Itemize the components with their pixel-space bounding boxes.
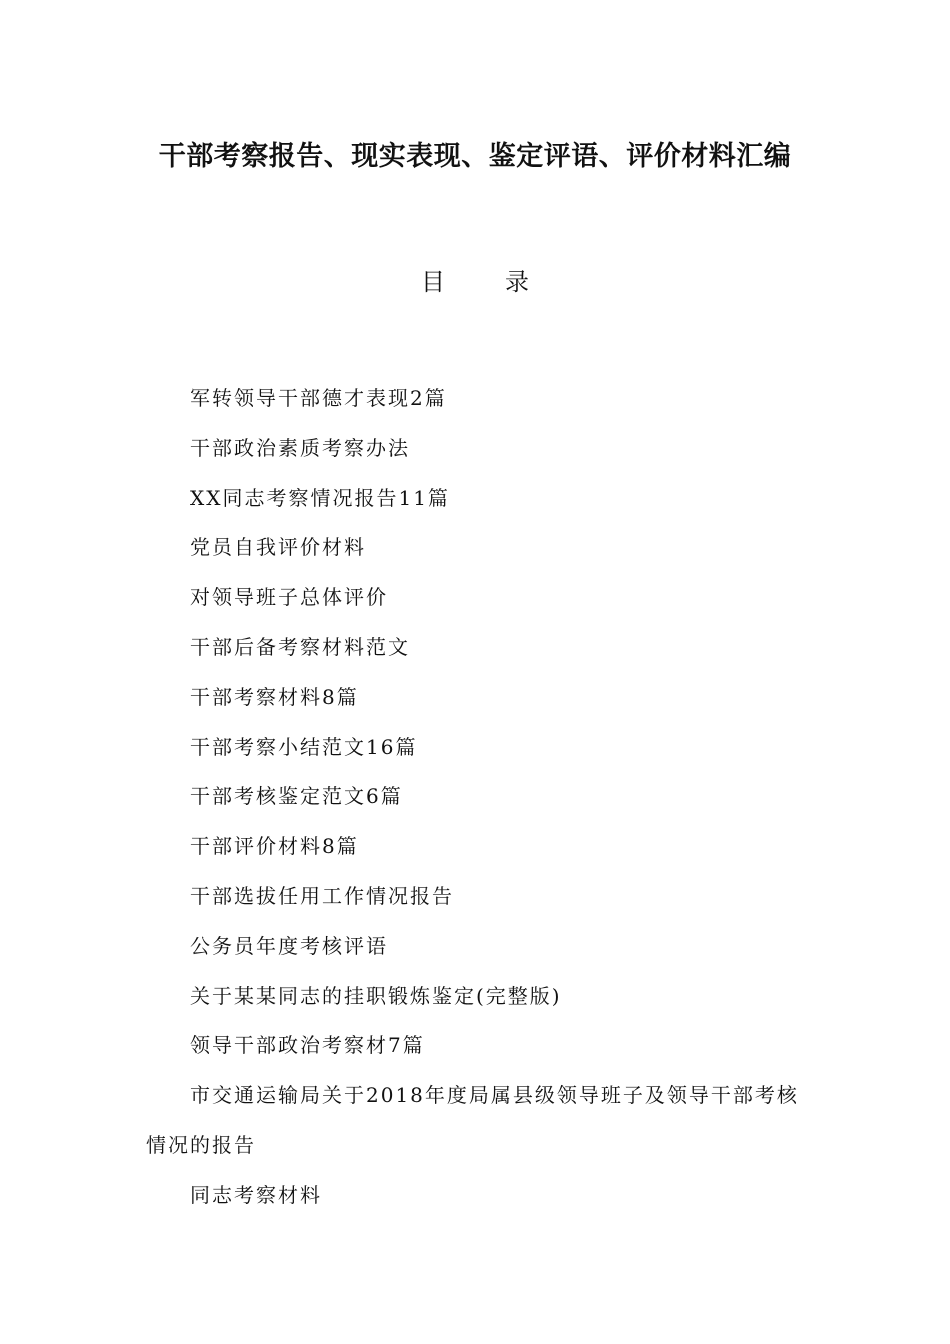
toc-item[interactable]: 军转领导干部德才表现2篇 bbox=[190, 386, 447, 410]
toc-item[interactable]: 干部政治素质考察办法 bbox=[190, 435, 410, 460]
toc-item[interactable]: 党员自我评价材料 bbox=[190, 535, 366, 560]
toc-item[interactable]: 关于某某同志的挂职锻炼鉴定(完整版) bbox=[190, 983, 562, 1008]
toc-item[interactable]: 市交通运输局关于2018年度局属县级领导班子及领导干部考核情况的报告 bbox=[146, 1083, 799, 1157]
toc-item[interactable]: 同志考察材料 bbox=[190, 1182, 322, 1207]
toc-item[interactable]: 领导干部政治考察材7篇 bbox=[190, 1033, 425, 1058]
document-title: 干部考察报告、现实表现、鉴定评语、评价材料汇编 bbox=[158, 141, 792, 172]
toc-list bbox=[146, 374, 816, 1221]
toc-heading bbox=[0, 262, 950, 297]
toc-item[interactable]: 干部选拔任用工作情况报告 bbox=[190, 883, 454, 908]
toc-item[interactable]: 公务员年度考核评语 bbox=[190, 933, 388, 958]
toc-item[interactable]: 干部考察小结范文16篇 bbox=[190, 734, 418, 759]
toc-item[interactable]: 干部后备考察材料范文 bbox=[190, 634, 410, 659]
toc-heading-char-2: 录 bbox=[505, 268, 529, 296]
toc-heading-char-1: 目 bbox=[421, 268, 445, 296]
toc-item[interactable]: 干部考核鉴定范文6篇 bbox=[190, 784, 403, 809]
toc-item[interactable]: 干部考察材料8篇 bbox=[190, 684, 359, 709]
toc-item[interactable]: 对领导班子总体评价 bbox=[190, 585, 388, 610]
toc-item[interactable]: XX同志考察情况报告11篇 bbox=[190, 485, 450, 510]
toc-item[interactable]: 干部评价材料8篇 bbox=[190, 834, 359, 859]
